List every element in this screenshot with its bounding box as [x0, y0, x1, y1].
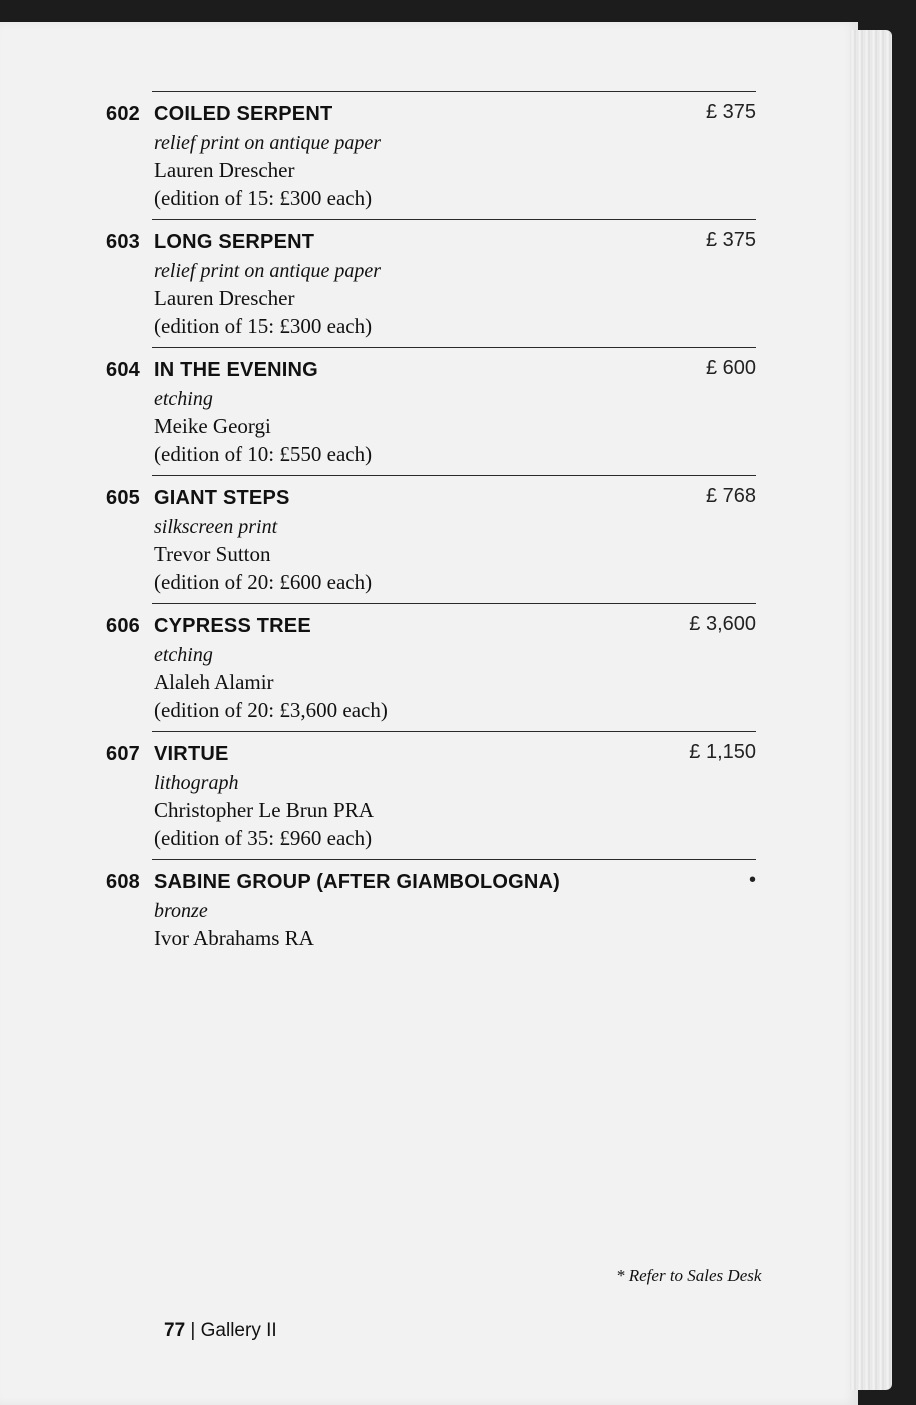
lot-divider — [152, 219, 756, 220]
page-number: 77 — [164, 1320, 186, 1341]
gallery-section: Gallery II — [200, 1320, 277, 1341]
lot-number: 606 — [106, 615, 140, 637]
lot-medium: relief print on antique paper — [154, 132, 382, 154]
lot-entry — [0, 859, 858, 987]
lot-price: £ 768 — [705, 485, 756, 507]
lot-title: VIRTUE — [154, 743, 229, 765]
footnote: * Refer to Sales Desk — [616, 1266, 762, 1285]
lot-price-marker: • — [748, 869, 756, 891]
lot-title: COILED SERPENT — [154, 103, 333, 125]
lot-price: £ 375 — [705, 101, 756, 123]
lot-number: 604 — [106, 359, 140, 381]
lot-medium: relief print on antique paper — [154, 260, 382, 282]
lot-price: £ 3,600 — [689, 613, 756, 635]
lot-divider — [152, 859, 756, 860]
lot-artist: Christopher Le Brun PRA — [154, 798, 374, 822]
lot-edition: (edition of 20: £600 each) — [154, 570, 373, 594]
lot-artist: Lauren Drescher — [154, 286, 295, 310]
lot-artist: Trevor Sutton — [154, 542, 271, 566]
lot-title: GIANT STEPS — [154, 487, 290, 509]
lot-divider — [152, 475, 756, 476]
lot-edition: (edition of 15: £300 each) — [154, 314, 373, 338]
lot-artist: Ivor Abrahams RA — [154, 926, 314, 950]
lot-number: 607 — [106, 743, 140, 765]
catalogue-page — [0, 22, 858, 1405]
lot-price: £ 1,150 — [689, 741, 756, 763]
lot-medium: silkscreen print — [154, 516, 278, 538]
lot-number: 605 — [106, 487, 140, 509]
lot-entry — [0, 731, 858, 859]
lot-entry — [0, 603, 858, 731]
lot-title: LONG SERPENT — [154, 231, 315, 253]
lot-entry — [0, 91, 858, 219]
lot-edition: (edition of 10: £550 each) — [154, 442, 373, 466]
lot-artist: Lauren Drescher — [154, 158, 295, 182]
footer-separator: | — [185, 1320, 201, 1341]
lot-entry — [0, 219, 858, 347]
lot-title: IN THE EVENING — [154, 359, 318, 381]
lot-entry — [0, 347, 858, 475]
lot-divider — [152, 731, 756, 732]
lot-title: CYPRESS TREE — [154, 615, 311, 637]
lot-edition: (edition of 15: £300 each) — [154, 186, 373, 210]
lot-divider — [152, 603, 756, 604]
lot-divider — [152, 347, 756, 348]
lot-edition: (edition of 35: £960 each) — [154, 826, 373, 850]
lot-artist: Alaleh Alamir — [154, 670, 274, 694]
lot-medium: lithograph — [154, 772, 239, 794]
lot-number: 602 — [106, 103, 140, 125]
lot-number: 608 — [106, 871, 140, 893]
lot-entry — [0, 475, 858, 603]
lot-medium: etching — [154, 388, 213, 410]
lot-divider — [152, 91, 756, 92]
lot-medium: bronze — [154, 900, 208, 922]
page-edges — [850, 30, 892, 1390]
lot-edition: (edition of 20: £3,600 each) — [154, 698, 388, 722]
lot-artist: Meike Georgi — [154, 414, 271, 438]
lot-number: 603 — [106, 231, 140, 253]
page-footer — [164, 1320, 277, 1342]
lot-price: £ 375 — [705, 229, 756, 251]
lot-title: SABINE GROUP (AFTER GIAMBOLOGNA) — [154, 871, 561, 893]
lot-price: £ 600 — [705, 357, 756, 379]
lot-medium: etching — [154, 644, 213, 666]
